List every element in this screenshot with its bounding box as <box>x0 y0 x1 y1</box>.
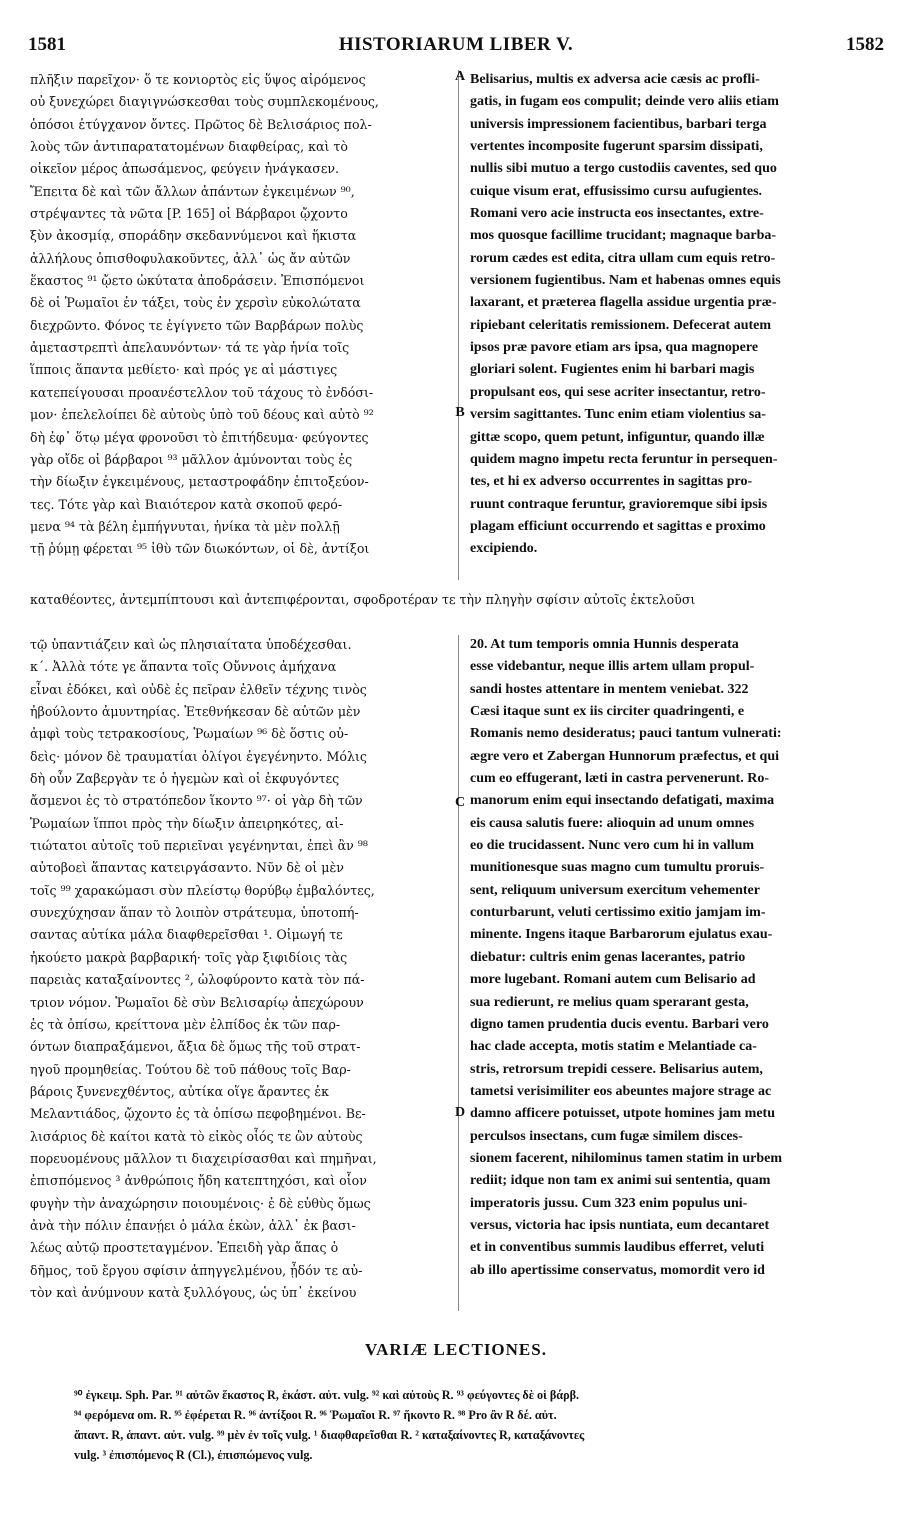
text-line: βάροις ξυνενεχθέντος, αὐτίκα οἵγε ἄραντες ἐκ <box>30 1083 329 1099</box>
text-line: mos quosque facillime trucidant; magnaque barba- <box>470 228 777 244</box>
text-line: λέως αὐτῷ προστεταγμένον. Ἐπειδὴ γὰρ ἅπας ὁ <box>30 1240 339 1256</box>
text-line: κ΄. Ἀλλὰ τότε γε ἅπαντα τοῖς Οὔννοις ἀμήχανα <box>30 659 337 675</box>
greek-spanning-line: καταθέοντες, ἀντεμπίπτουσι καὶ ἀντεπιφέρονται, σφοδροτέραν τε τὴν πληγὴν σφίσιν αὐτοῖς ἐκτελοῦσι <box>30 592 696 607</box>
text-line: δεὶς· μόνον δὲ τραυματίαι ὀλίγοι ἐγεγένηντο. Μόλις <box>30 748 367 764</box>
text-line: ὁπόσοι ἐτύγχανον ὄντες. Πρῶτος δὲ Βελισάριος πολ- <box>30 116 372 132</box>
text-line: excipiendo. <box>470 541 538 557</box>
text-line: sandi hostes attentare in mentem veniebat. 322 <box>470 681 749 697</box>
text-line: versionem fugientibus. Nam et habenas omnes equis <box>470 273 781 289</box>
text-line: manorum enim equi insectando defatigati, maxima <box>470 793 775 809</box>
margin-letter-a: A <box>454 69 466 84</box>
page-number-left: 1581 <box>28 34 66 55</box>
margin-letter-b: B <box>455 405 465 420</box>
text-line: Romanis nemo desideratus; pauci tantum vulnerati: <box>470 726 782 742</box>
text-line: damno afficere potuisset, utpote homines jam metu <box>470 1106 775 1122</box>
text-line: sua redierunt, re melius quam sperarant gesta, <box>470 994 749 1010</box>
text-line: nullis sibi mutuo a tergo custodiis caventes, sed quo <box>470 161 777 177</box>
text-line: τῇ ῥύμῃ φέρεται ⁹⁵ ἰθὺ τῶν διωκόντων, οἱ δὲ, ἀντίξοι <box>30 541 370 557</box>
text-line: hac clade accepta, motis statim e Melantiade ca- <box>470 1039 757 1055</box>
text-line: universis impressionem facientibus, barbari terga <box>470 116 767 132</box>
text-line: cum eo effugerant, læti in castra pervenerunt. Ro- <box>470 771 769 787</box>
text-line: ἅπαντ. R, ἁπαντ. αὐτ. vulg. ⁹⁹ μὲν ἐν τοῖς vulg. ¹ διαφθαρεῖσθαι R. ² καταξαίνοντες R, καταξάνοντες <box>74 1428 585 1442</box>
text-line: τὸν καὶ ἀνύμνουν κατὰ ξυλλόγους, ὡς ὑπ᾽ ἐκείνου <box>30 1284 357 1300</box>
text-line: δὴ ἐφ᾽ ὅτῳ μέγα φρονοῦσι τὸ ἐπιτήδευμα· φεύγοντες <box>30 429 369 445</box>
text-line: tes, et hi ex adverso occurrentes in sagittas pro- <box>470 474 753 490</box>
text-line: ηγοῦ προμηθείας. Τούτου δὲ τοῦ πάθους τοῖς Βαρ- <box>30 1061 351 1077</box>
latin-column-lower <box>470 634 880 1282</box>
text-line: ruunt contraque feruntur, gravioremque sibi ipsis <box>470 496 768 512</box>
text-line: digno tamen prudentia ducis eventu. Barbari vero <box>470 1016 769 1032</box>
column-divider-top <box>458 70 459 580</box>
text-line: ἐπισπόμενος ³ ἀνθρώποις ἤδη κατεπτηχόσι, καὶ οἷον <box>30 1173 367 1189</box>
text-line: Romani vero acie instructa eos insectantes, extre- <box>470 206 764 222</box>
text-line: Μελαντιάδος, ᾤχοντο ἐς τὰ ὀπίσω πεφοβημένοι. Βε- <box>30 1106 366 1122</box>
text-line: τριον νόμον. Ῥωμαῖοι δὲ σὺν Βελισαρίῳ ἀπεχώρουν <box>30 994 364 1010</box>
text-line: ἀμφὶ τοὺς τετρακοσίους, Ῥωμαίων ⁹⁶ δὲ ὅστις οὐ- <box>30 726 349 742</box>
text-line: ipsos præ pavore etiam ars ipsa, qua magnopere <box>470 340 759 356</box>
text-line: ἀμεταστρεπτὶ ἀπελαυνόντων· τά τε γὰρ ἡνία τοῖς <box>30 340 350 356</box>
text-line: πλῆξιν παρεῖχον· ὅ τε κονιορτὸς εἰς ὕψος αἰρόμενος <box>30 72 366 87</box>
text-line: vulg. ³ ἐπισπόμενος R (Cl.), ἐπισπώμενος vulg. <box>74 1448 313 1462</box>
text-line: et in conventibus summis laudibus efferret, veluti <box>470 1240 765 1256</box>
greek-column-upper <box>30 69 450 561</box>
text-line: stris, retrorsum trepidi cessere. Belisarius autem, <box>470 1061 763 1077</box>
text-line: λοὺς τῶν ἀντιπαρατατομένων διαφθείρας, καὶ τὸ <box>30 139 348 155</box>
text-line: minente. Ingens itaque Barbarorum ejulatus exau- <box>470 927 773 943</box>
text-line: rorum cædes est edita, citra ullam cum equis retro- <box>470 250 776 266</box>
text-line: παρειὰς καταξαίνοντες ², ὠλοφύροντο κατὰ τὸν πά- <box>30 972 365 988</box>
variae-lectiones-notes <box>74 1385 874 1465</box>
text-line: rediit; idque non tam ex animi sui sententia, quam <box>470 1173 771 1189</box>
text-line: Cæsi itaque sunt ex iis circiter quadringenti, e <box>470 704 745 720</box>
latin-column-upper <box>470 69 880 561</box>
text-line: συνεχύχησαν ἅπαν τὸ λοιπὸν στράτευμα, ὑποτοπή- <box>30 905 359 921</box>
text-line: gittæ scopo, quem petunt, infiguntur, quando illæ <box>470 429 765 445</box>
text-line: τοῖς ⁹⁹ χαρακώμασι σὺν πλείστῳ θορύβῳ ἐμβαλόντες, <box>30 882 375 898</box>
text-line: cuique visum erat, effusissimo cursu aufugientes. <box>470 183 763 199</box>
text-line: propulsant eos, qui sese acriter insectantur, retro- <box>470 384 766 400</box>
text-line: δὲ οἱ Ῥωμαῖοι ἐν τάξει, τοὺς ἐν χερσὶν εὐκολώτατα <box>30 295 361 311</box>
text-line: diebatur: cultris enim genas lacerantes, patrio <box>470 949 746 965</box>
text-line: gloriari solent. Fugientes enim hi barbari magis <box>470 362 755 378</box>
text-line: eis causa salutis fuere: alioquin ad unum omnes <box>470 815 755 831</box>
column-divider-bottom <box>458 635 459 1311</box>
text-line: τῷ ὑπαντιάζειν καὶ ὡς πλησιαίτατα ὑποδέχεσθαι. <box>30 637 352 652</box>
text-line: οἰκεῖον μέρος ἀπωσάμενος, φεύγειν ἠνάγκασεν. <box>30 161 340 177</box>
text-line: tametsi verisimiliter eos abeuntes majore strage ac <box>470 1083 772 1099</box>
text-line: versus, victoria hac ipsis nuntiata, eum decantaret <box>470 1217 770 1233</box>
text-line: more lugebant. Romani autem cum Belisario ad <box>470 972 756 988</box>
text-line: laxarant, et præterea flagella assidue urgentia præ- <box>470 295 777 311</box>
text-line: ξὺν ἀκοσμίᾳ, σποράδην σκεδαννύμενοι καὶ ἥκιστα <box>30 228 357 244</box>
running-title: HISTORIARUM LIBER V. <box>338 34 574 55</box>
text-line: δὴ οὖν Ζαβεργὰν τε ὁ ἡγεμὼν καὶ οἱ ἐκφυγόντες <box>30 771 340 787</box>
text-line: πορευομένους μᾶλλον τι διαχειρίσασθαι καὶ πημῆναι, <box>30 1150 377 1166</box>
text-line: λισάριος δὲ καίτοι κατὰ τὸ εἰκὸς οἷός τε ὢν αὐτοὺς <box>30 1128 363 1144</box>
text-line: ἐς τὰ ὀπίσω, κρείττονα μὲν ἐλπίδος ἐκ τῶν παρ- <box>30 1016 341 1032</box>
running-header <box>28 34 884 64</box>
text-line: ἀλλήλους ὀπισθοφυλακοῦντες, ἀλλ᾽ ὡς ἄν αὐτῶν <box>30 250 351 266</box>
text-line: Belisarius, multis ex adversa acie cæsis ac profli- <box>470 72 760 87</box>
variae-lectiones-heading: VARIÆ LECTIONES. <box>365 1340 547 1359</box>
text-line: plagam efficiunt occurrendo et sagittas e proximo <box>470 518 766 534</box>
text-line: αὐτοβοεὶ ἅπαντας κατειργάσαντο. Νῦν δὲ οἱ μὲν <box>30 860 344 876</box>
text-line: εἶναι ἐδόκει, καὶ οὐδὲ ἐς πεῖραν ἐλθεῖν τέχνης τινὸς <box>30 681 367 697</box>
text-line: Ἔπειτα δὲ καὶ τῶν ἄλλων ἁπάντων ἐγκειμένων ⁹⁰, <box>30 183 355 199</box>
text-line: φυγὴν τὴν ἀναχώρησιν ποιουμένοις· ἐ δὲ εὐθὺς ὅμως <box>30 1195 371 1211</box>
text-line: ἕκαστος ⁹¹ ᾤετο ὠκύτατα ἀποδράσειν. Ἐπισπόμενοι <box>30 273 365 289</box>
text-line: κατεπείγουσαι προανέστελλον τοῦ τάχους τὸ ἐνδόσι- <box>30 384 374 400</box>
text-line: ἠκούετο μακρὰ βαρβαρική· τοῖς γὰρ ξιφιδίοις τὰς <box>30 949 348 965</box>
text-line: οὐ ξυνεχώρει διαγιγνώσκεσθαι τοὺς συμπλεκομένους, <box>30 94 379 110</box>
text-line: δῆμος, τοῦ ἔργου σφίσιν ἀπηγγελμένου, ᾖδόν τε αὐ- <box>30 1262 363 1278</box>
text-line: μον· ἐπελελοίπει δὲ αὐτοὺς ὑπὸ τοῦ δέους καὶ αὐτὸ ⁹² <box>30 407 374 423</box>
text-line: μενα ⁹⁴ τὰ βέλη ἐμπήγνυται, ἡνίκα τὰ μὲν πολλῇ <box>30 518 340 534</box>
text-line: conturbarunt, veluti certissimo exitio jamjam im- <box>470 905 766 921</box>
text-line: 20. At tum temporis omnia Hunnis desperata <box>470 637 739 652</box>
greek-column-lower <box>30 634 450 1304</box>
text-line: ægre vero et Zabergan Hunnorum præfectus, et qui <box>470 748 780 764</box>
text-line: esse videbantur, neque illis artem ullam propul- <box>470 659 755 675</box>
text-line: ἵπποις ἅπαντα μεθίετο· καὶ πρός γε αἱ μάστιγες <box>30 362 338 378</box>
text-line: sent, reliquum universum exercitum vehementer <box>470 882 760 898</box>
text-line: ripiebant celeritatis remissionem. Defecerat autem <box>470 317 772 333</box>
text-line: vertentes incomposite fugerunt sparsim dissipati, <box>470 139 763 155</box>
text-line: ⁹⁴ φερόμενα om. R. ⁹⁵ ἐφέρεται R. ⁹⁶ ἀντίξοοι R. ⁹⁶ Ῥωμαῖοι R. ⁹⁷ ἥκοντο R. ⁹⁸ Pro ἂν R δέ. αὐτ. <box>74 1408 557 1422</box>
text-line: ἄσμενοι ἐς τὸ στρατόπεδον ἵκοντο ⁹⁷· οἱ γὰρ δὴ τῶν <box>30 793 363 809</box>
text-line: munitionesque suas magno cum tumultu proruis- <box>470 860 765 876</box>
text-line: quidem magno impetu recta feruntur in persequen- <box>470 451 778 467</box>
text-line: ἀνὰ τὴν πόλιν ἐπανῄει ὁ μάλα ἑκὼν, ἀλλ᾽ ἐκ βασι- <box>30 1217 356 1233</box>
text-line: versim sagittantes. Tunc enim etiam violentius sa- <box>470 407 766 423</box>
text-line: τιώτατοι αὐτοῖς τοῦ περιεῖναι γεγένηνται, ἐπεὶ ἂν ⁹⁸ <box>30 838 368 854</box>
text-line: τὴν δίωξιν ἐγκειμένους, μεταστροφάδην ἐπιτοξεύον- <box>30 474 369 490</box>
text-line: όντων διαπραξάμενοι, ἄξια δὲ ὅμως τῆς τοῦ στρατ- <box>30 1039 361 1055</box>
text-line: perculsos insectans, cum fugæ similem disces- <box>470 1128 743 1144</box>
margin-letter-c: C <box>454 795 466 810</box>
text-line: imperatoris jussu. Cum 323 enim populus uni- <box>470 1195 748 1211</box>
margin-letter-d: D <box>454 1105 466 1120</box>
text-line: gatis, in fugam eos compulit; deinde vero aliis etiam <box>470 94 779 110</box>
text-line: sionem facerent, nihilominus tamen statim in urbem <box>470 1150 783 1166</box>
page-number-right: 1582 <box>846 34 884 55</box>
text-line: σαντας αὐτίκα μάλα διαφθερεῖσθαι ¹. Οἰμωγή τε <box>30 927 343 943</box>
text-line: στρέψαντες τὰ νῶτα [P. 165] οἱ Βάρβαροι ᾤχοντο <box>30 206 348 222</box>
text-line: τες. Τότε γὰρ καὶ Βιαιότερον κατὰ σκοποῦ φερό- <box>30 496 343 512</box>
text-line: διεχρῶντο. Φόνος τε ἐγίγνετο τῶν Βαρβάρων πολὺς <box>30 317 364 333</box>
text-line: ἠβούλοντο ἀμυντηρίας. Ἐτεθνήκεσαν δὲ αὐτῶν μὲν <box>30 704 361 720</box>
text-line: ab illo apertissime conservatus, momordit vero id <box>470 1262 765 1278</box>
text-line: eo die trucidassent. Nunc vero cum hi in vallum <box>470 838 755 854</box>
text-line: Ῥωμαίων ἵπποι πρὸς τὴν δίωξιν ἀπειρηκότες, αἰ- <box>30 815 344 831</box>
text-line: γὰρ οἴδε οἱ βάρβαροι ⁹³ μᾶλλον ἀμύνονται τοὺς ἐς <box>30 451 353 467</box>
text-line: ⁹⁰ ἐγκειμ. Sph. Par. ⁹¹ αὐτῶν ἕκαστος R, ἑκάστ. αὐτ. vulg. ⁹² καὶ αὐτοὺς R. ⁹³ φεύγοντες δὲ οἱ βάρβ. <box>74 1388 580 1402</box>
